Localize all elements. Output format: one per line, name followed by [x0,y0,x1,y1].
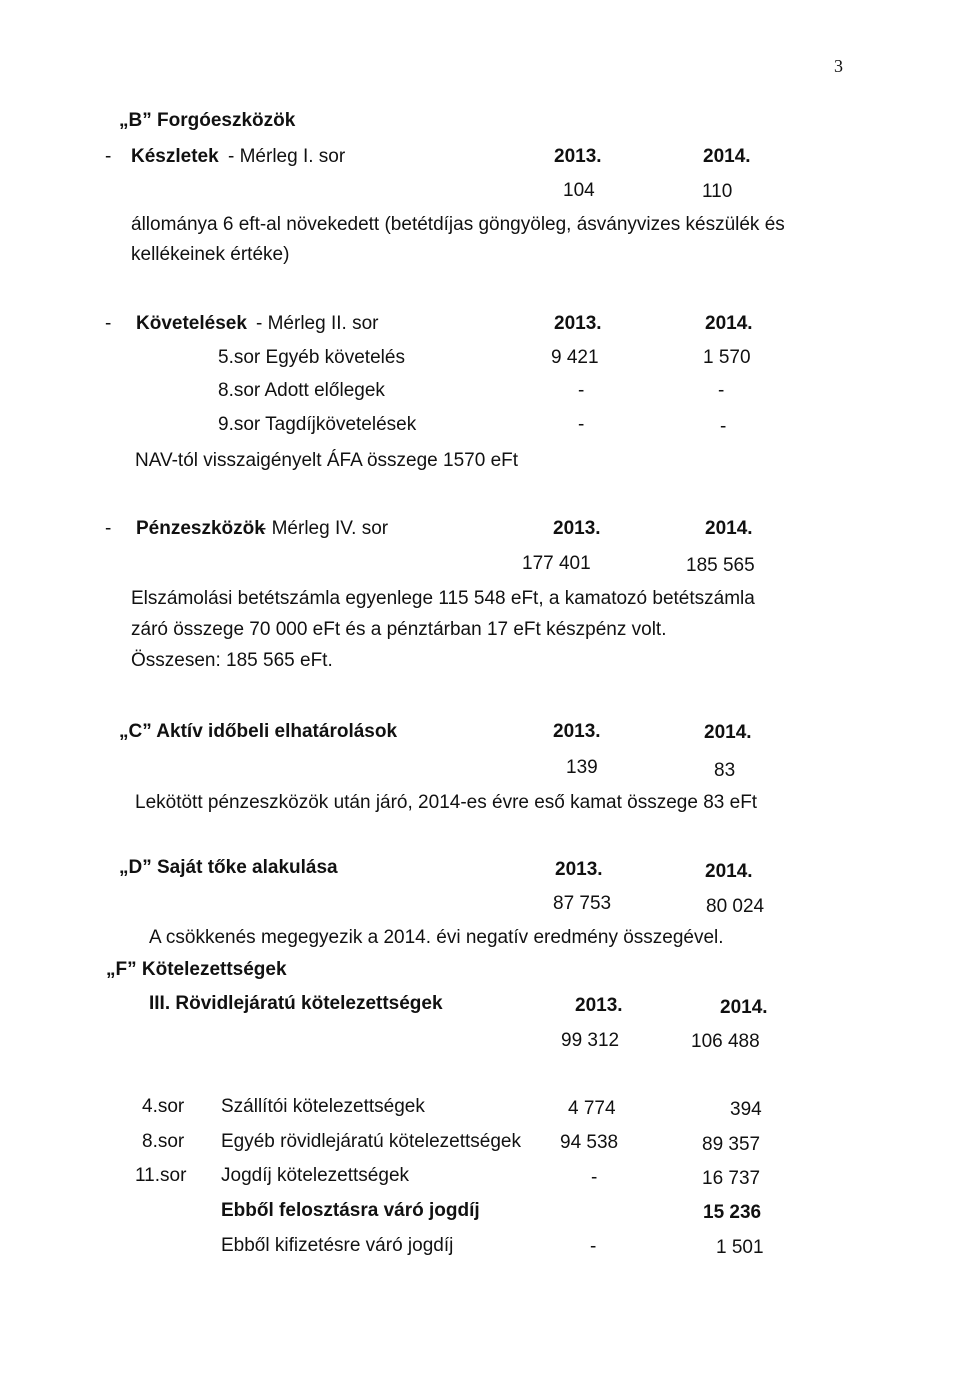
f-row-label: Szállítói kötelezettségek [221,1096,425,1117]
keszletek-value-2014: 110 [702,181,733,202]
penzeszkozok-label: Pénzeszközök [136,518,265,539]
kovetelesek-ref: - Mérleg II. sor [256,313,379,334]
penzeszkozok-ref: - Mérleg IV. sor [260,518,389,539]
penzeszkozok-value-2014: 185 565 [686,555,755,576]
kovetelesek-row-value-2014: 1 570 [703,347,751,368]
f-row-label: Ebből kifizetésre váró jogdíj [221,1235,454,1256]
f-year-2014: 2014. [720,997,768,1018]
f-row-label: Ebből felosztásra váró jogdíj [221,1200,480,1221]
keszletek-ref: - Mérleg I. sor [228,146,346,167]
f-row-value-2013: 4 774 [568,1098,616,1119]
f-row-label: Egyéb rövidlejáratú kötelezettségek [221,1131,521,1152]
f-row-line-number: 4.sor [142,1096,185,1117]
f-row-value-2013: 94 538 [560,1132,619,1153]
keszletek-value-2013: 104 [563,180,595,201]
c-value-2014: 83 [714,760,736,781]
penzeszkozok-value-2013: 177 401 [522,553,591,574]
f-value-2014: 106 488 [691,1031,760,1052]
f-value-2013: 99 312 [561,1030,620,1051]
f-row-value-2014: 394 [730,1099,762,1120]
keszletek-note-line2: kellékeinek értéke) [131,244,290,265]
penzeszkozok-note-line1: Elszámolási betétszámla egyenlege 115 548 eFt, a kamatozó betétszámla [131,588,755,609]
f-row-label: Jogdíj kötelezettségek [221,1165,410,1186]
d-year-2013: 2013. [555,859,603,880]
kovetelesek-row-label: 5.sor Egyéb követelés [218,347,405,368]
keszletek-note-line1: állománya 6 eft-al növekedett (betétdíjas göngyöleg, ásványvizes készülék és [131,214,785,235]
section-b-title: „B” Forgóeszközök [119,110,296,131]
kovetelesek-label: Követelések [136,313,247,334]
f-row-value-2014: 1 501 [716,1237,764,1258]
page-number: 3 [834,56,843,76]
kovetelesek-year-2014: 2014. [705,313,753,334]
d-value-2014: 80 024 [706,896,765,917]
f-subsection-title: III. Rövidlejáratú kötelezettségek [149,993,443,1014]
penzeszkozok-note-line3: Összesen: 185 565 eFt. [131,650,333,671]
kovetelesek-row-value-2013: - [578,380,585,401]
keszletek-label: Készletek [131,146,219,167]
keszletek-year-2013: 2013. [554,146,602,167]
kovetelesek-dash: - [105,313,112,334]
penzeszkozok-year-2013: 2013. [553,518,601,539]
f-row-value-2014: 16 737 [702,1168,761,1189]
section-c-title: „C” Aktív időbeli elhatárolások [119,721,398,742]
penzeszkozok-dash: - [105,518,112,539]
penzeszkozok-year-2014: 2014. [705,518,753,539]
keszletek-dash: - [105,146,112,167]
d-note: A csökkenés megegyezik a 2014. évi negatív eredmény összegével. [149,927,724,948]
kovetelesek-row-label: 8.sor Adott előlegek [218,380,385,401]
c-year-2014: 2014. [704,722,752,743]
f-row-line-number: 8.sor [142,1131,185,1152]
f-row-value-2013: - [591,1167,598,1188]
kovetelesek-note: NAV-tól visszaigényelt ÁFA összege 1570 eFt [135,450,519,471]
kovetelesek-row-value-2013: - [578,414,585,435]
penzeszkozok-note-line2: záró összege 70 000 eFt és a pénztárban 17 eFt készpénz volt. [131,619,667,640]
f-row-line-number: 11.sor [135,1165,187,1186]
d-year-2014: 2014. [705,861,753,882]
f-row-value-2014: 89 357 [702,1134,761,1155]
kovetelesek-row-label: 9.sor Tagdíjkövetelések [218,414,417,435]
kovetelesek-row-value-2014: - [718,380,725,401]
section-f-title: „F” Kötelezettségek [106,959,287,980]
c-year-2013: 2013. [553,721,601,742]
f-row-value-2014: 15 236 [703,1202,762,1223]
kovetelesek-row-value-2014: - [720,416,727,437]
d-value-2013: 87 753 [553,893,612,914]
keszletek-year-2014: 2014. [703,146,751,167]
f-row-value-2013: - [590,1236,597,1257]
c-value-2013: 139 [566,757,598,778]
kovetelesek-year-2013: 2013. [554,313,602,334]
f-year-2013: 2013. [575,995,623,1016]
section-d-title: „D” Saját tőke alakulása [119,857,338,878]
c-note: Lekötött pénzeszközök után járó, 2014-es évre eső kamat összege 83 eFt [135,792,758,813]
kovetelesek-row-value-2013: 9 421 [551,347,599,368]
